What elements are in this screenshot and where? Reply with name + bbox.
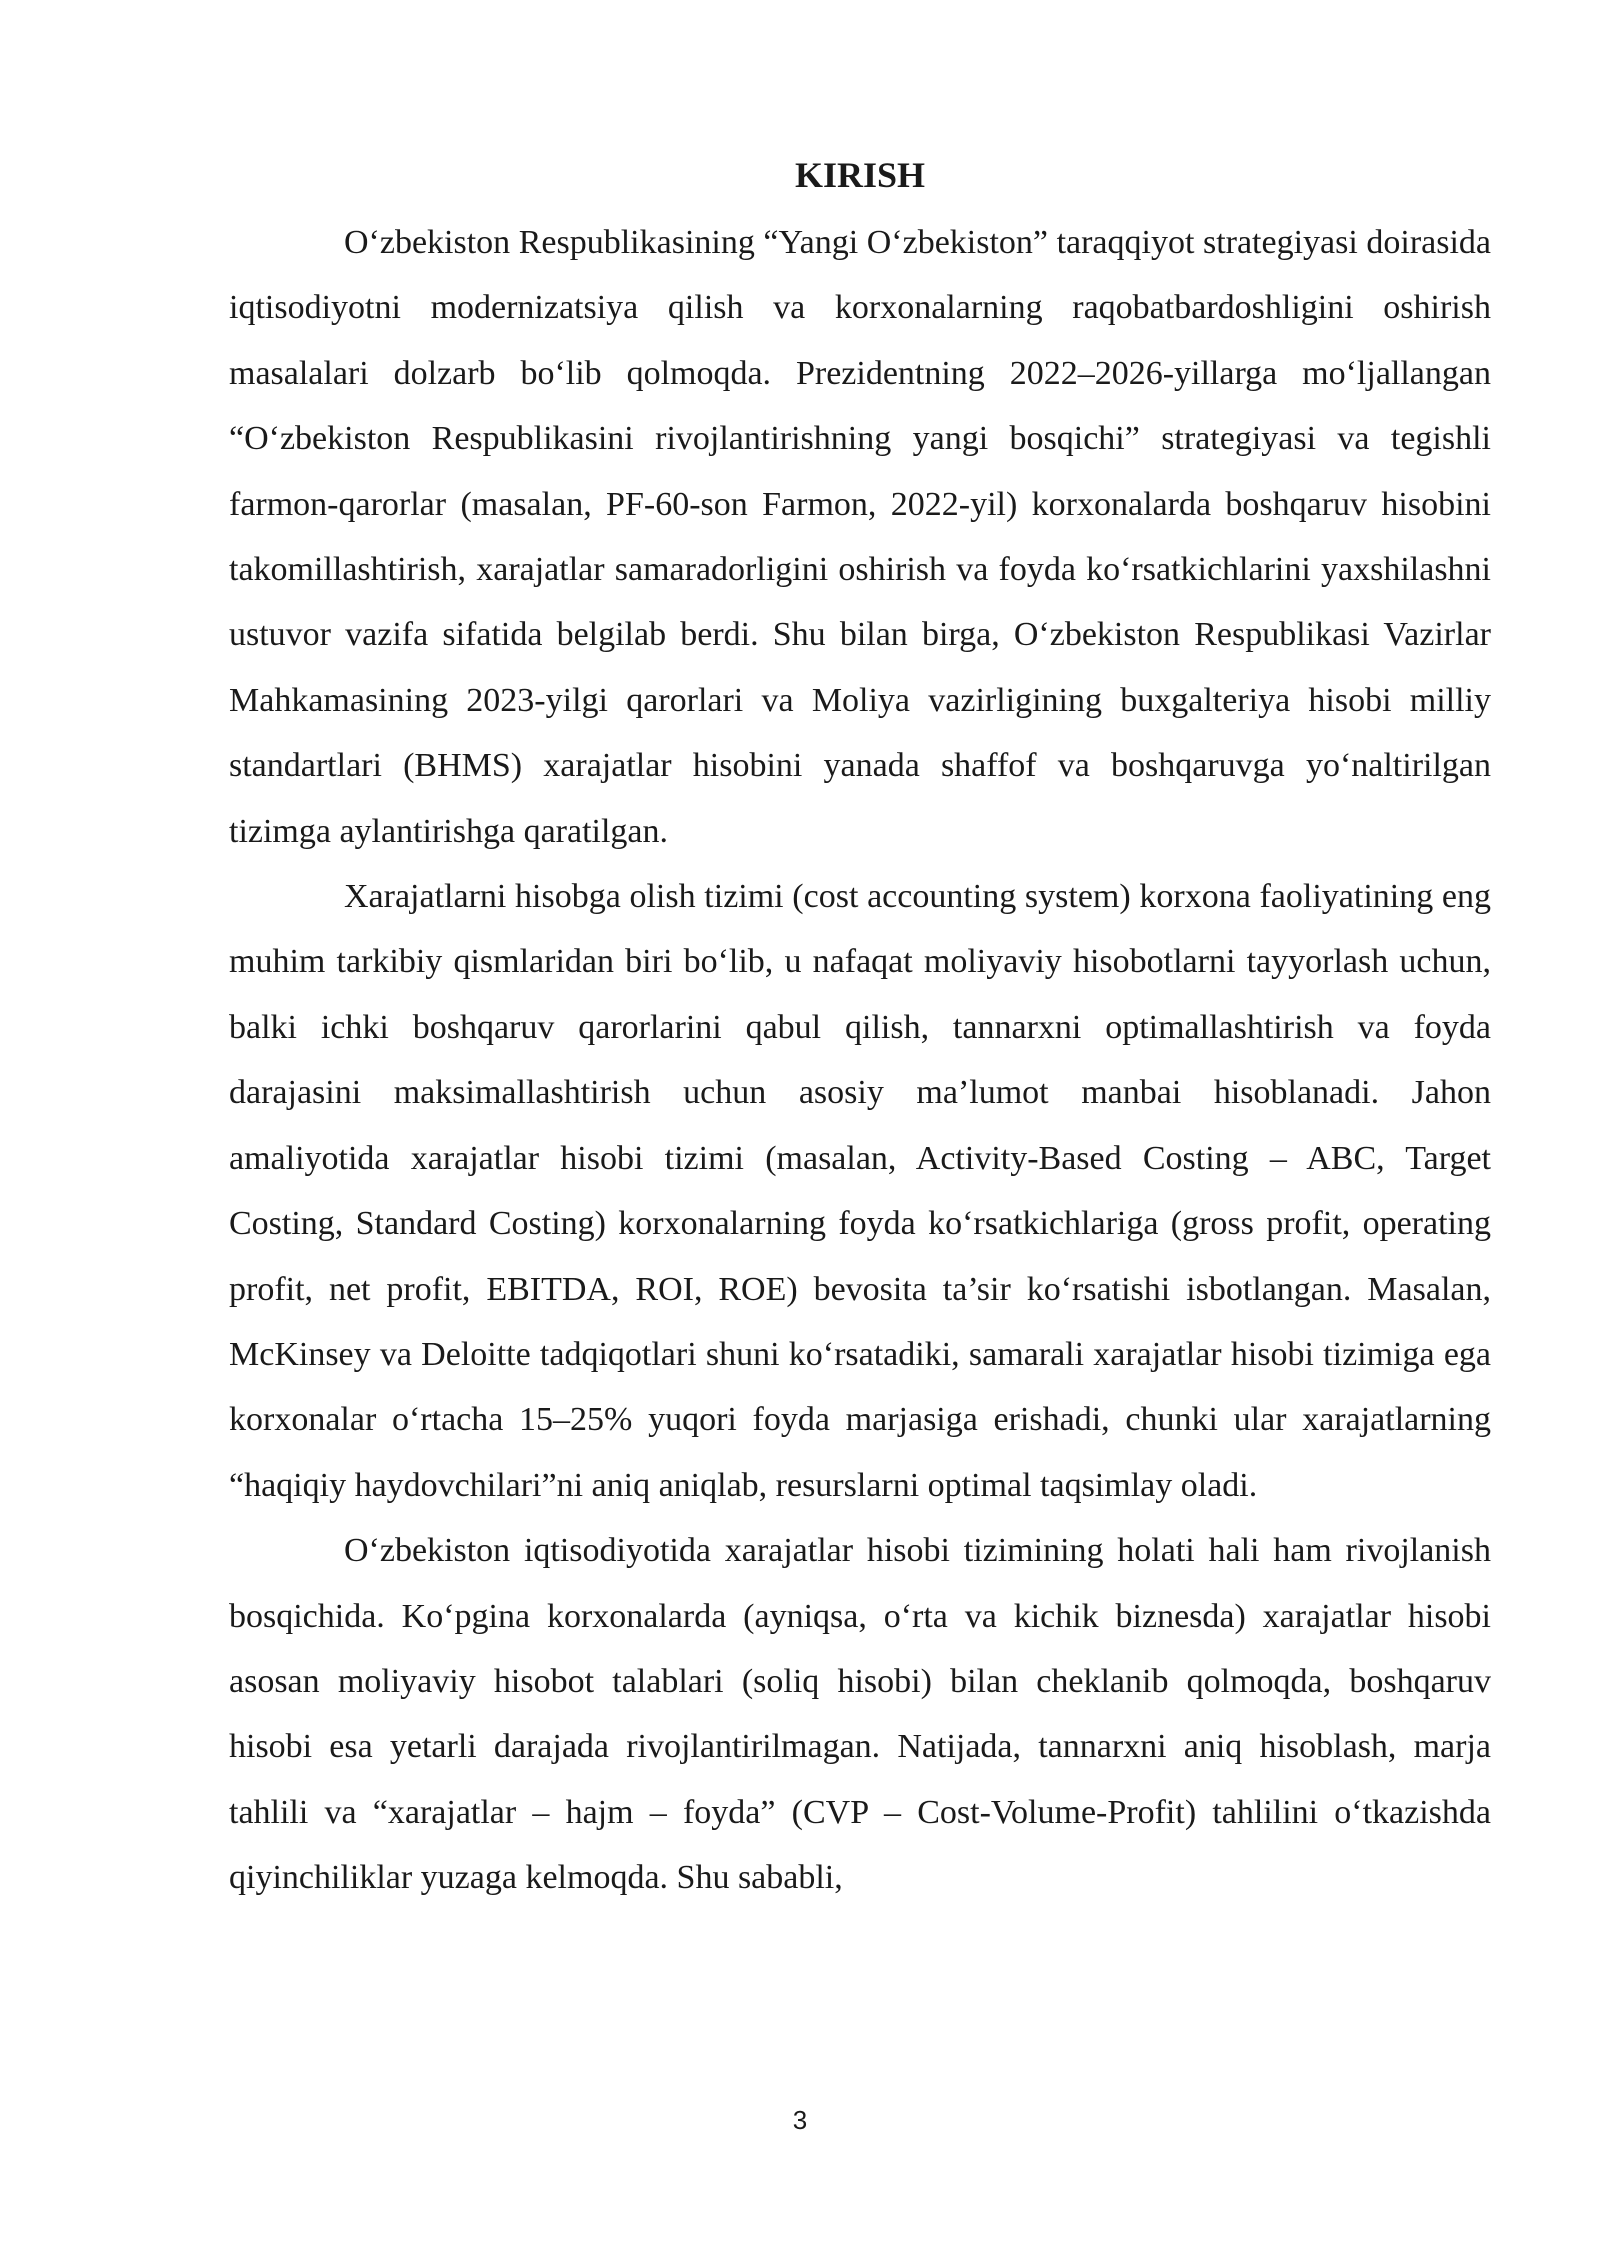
page-number: 3 [792, 2105, 808, 2135]
paragraph-2: Xarajatlarni hisobga olish tizimi (cost accounting system) korxona faoliyatining eng muhim tarkibiy qismlaridan biri bo‘lib, u nafaqat moliyaviy hisobotlarni tayyorlash uchun, balki ichki boshqaruv qarorlarini qabul qilish, tannarxni optimallashtirish va foyda darajasini maksimallashtirish uchun asosiy ma’lumot manbai hisoblanadi. Jahon amaliyotida xarajatlar hisobi tizimi (masalan, Activity-Based Costing – ABC, Target Costing, Standard Costing) korxonalarning foyda ko‘rsatkichlariga (gross profit, operating profit, net profit, EBITDA, ROI, ROE) bevosita ta’sir ko‘rsatishi isbotlangan. Masalan, McKinsey va Deloitte tadqiqotlari shuni ko‘rsatadiki, samarali xarajatlar hisobi tizimiga ega korxonalar o‘rtacha 15–25% yuqori foyda marjasiga erishadi, chunki ular xarajatlarning “haqiqiy haydovchilari”ni aniq aniqlab, resurslarni optimal taqsimlay oladi. [229, 878, 1491, 1504]
body-text [229, 210, 1491, 1911]
paragraph-1: O‘zbekiston Respublikasining “Yangi O‘zbekiston” taraqqiyot strategiyasi doirasida iqtisodiyotni modernizatsiya qilish va korxonalarning raqobatbardoshligini oshirish masalalari dolzarb bo‘lib qolmoqda. Prezidentning 2022–2026-yillarga mo‘ljallangan “O‘zbekiston Respublikasini rivojlantirishning yangi bosqichi” strategiyasi va tegishli farmon-qarorlar (masalan, PF-60-son Farmon, 2022-yil) korxonalarda boshqaruv hisobini takomillashtirish, xarajatlar samaradorligini oshirish va foyda ko‘rsatkichlarini yaxshilashni ustuvor vazifa sifatida belgilab berdi. Shu bilan birga, O‘zbekiston Respublikasi Vazirlar Mahkamasining 2023-yilgi qarorlari va Moliya vazirligining buxgalteriya hisobi milliy standartlari (BHMS) xarajatlar hisobini yanada shaffof va boshqaruvga yo‘naltirilgan tizimga aylantirishga qaratilgan. [229, 224, 1491, 850]
section-heading: KIRISH [794, 155, 926, 195]
paragraph-3: O‘zbekiston iqtisodiyotida xarajatlar hisobi tizimining holati hali ham rivojlanish bosqichida. Ko‘pgina korxonalarda (ayniqsa, o‘rta va kichik biznesda) xarajatlar hisobi asosan moliyaviy hisobot talablari (soliq hisobi) bilan cheklanib qolmoqda, boshqaruv hisobi esa yetarli darajada rivojlantirilmagan. Natijada, tannarxni aniq hisoblash, marja tahlili va “xarajatlar – hajm – foyda” (CVP – Cost-Volume-Profit) tahlilini o‘tkazishda qiyinchiliklar yuzaga kelmoqda. Shu sababli, [229, 1532, 1491, 1897]
